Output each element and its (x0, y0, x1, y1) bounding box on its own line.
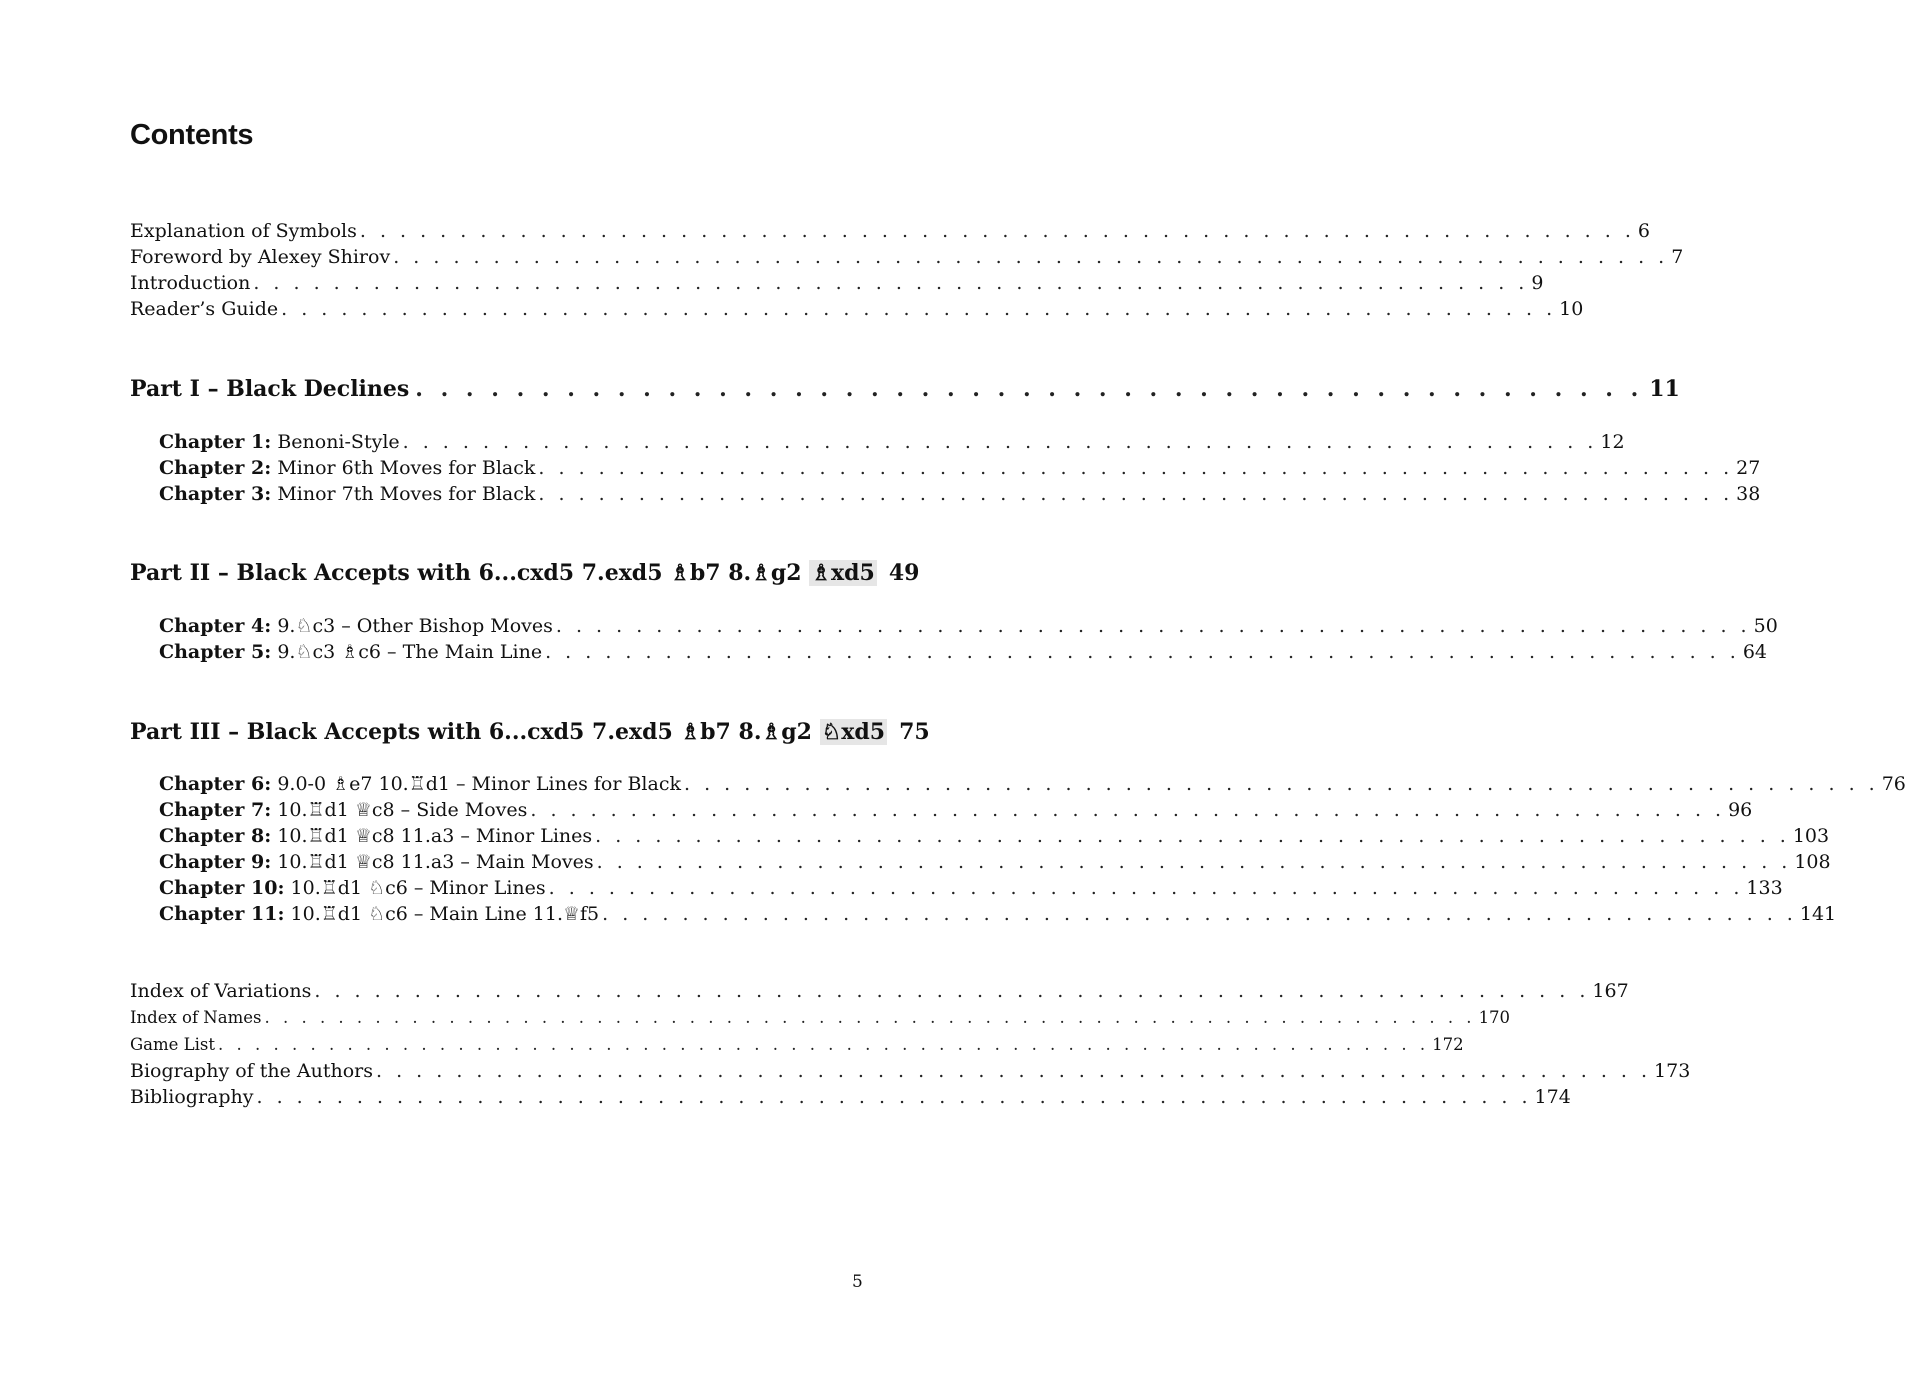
chapter-entry[interactable] (159, 429, 1625, 455)
part-title: Part III – Black Accepts with 6...cxd5 7.exd5 ♗b7 8.♗g2 (130, 719, 812, 745)
dot-leader: . . . . . . . . . . . . . . . . . . . . . . . . . . . . . . . . . . . . . . . . . . . . . . . . . . . . . . . . . . . . . . . . (253, 272, 1529, 294)
part-page: 75 (899, 719, 930, 745)
toc-entry[interactable] (130, 1005, 1511, 1031)
dot-leader: . . . . . . . . . . . . . . . . . . . . . . . . . . . . . . . . . . . . . . . . . . . . . . . . . . . . . . . . . . . . (538, 483, 1734, 505)
chapter-page: 96 (1728, 799, 1753, 821)
entry-page: 173 (1654, 1060, 1691, 1082)
chapter-label: Chapter 2: (159, 457, 272, 479)
dot-leader: . . . . . . . . . . . . . . . . . . . . . . . . . . . . . . . . . . . . . . . . . . . . . . . . . . . . . . . . . . . . . . . . . . (218, 1035, 1430, 1054)
chapter-entry[interactable] (159, 455, 1761, 481)
entry-page: 170 (1478, 1008, 1511, 1027)
toc-entry[interactable] (130, 270, 1544, 296)
chapter-title: 9.♘c3 – Other Bishop Moves (277, 615, 553, 637)
entry-title: Index of Names (130, 1008, 262, 1027)
toc-entry[interactable] (130, 978, 1629, 1004)
chapter-title: 10.♖d1 ♘c6 – Main Line 11.♕f5 (290, 903, 600, 925)
chapter-title: 10.♖d1 ♕c8 11.a3 – Minor Lines (277, 825, 593, 847)
entry-page: 9 (1531, 272, 1544, 294)
chapter-title: Minor 6th Moves for Black (277, 457, 536, 479)
chapter-label: Chapter 3: (159, 483, 272, 505)
chapter-page: 103 (1792, 825, 1830, 847)
part-heading[interactable] (130, 558, 920, 588)
chapter-page: 38 (1736, 483, 1761, 505)
chapter-label: Chapter 9: (159, 851, 272, 873)
chapter-page: 12 (1600, 431, 1625, 453)
chapter-page: 108 (1794, 851, 1831, 873)
toc-entry[interactable] (130, 1032, 1464, 1058)
chapter-title: 10.♖d1 ♘c6 – Minor Lines (290, 877, 546, 899)
chapter-entry[interactable] (159, 613, 1778, 639)
chapter-entry[interactable] (159, 901, 1837, 927)
entry-page: 10 (1559, 298, 1584, 320)
dot-leader: . . . . . . . . . . . . . . . . . . . . . . . . . . . . . . . . . . . . . . . . . . . . . . . . . . . . . . . . . . . . . . . . (314, 980, 1590, 1002)
chapter-label: Chapter 1: (159, 431, 272, 453)
part-page: 11 (1649, 376, 1680, 402)
chapter-label: Chapter 5: (159, 641, 272, 663)
page-number: 5 (852, 1272, 863, 1292)
dot-leader: . . . . . . . . . . . . . . . . . . . . . . . . . . . . . . . . . . . . . . . . . . . . . . . . . . . . . . . . . . . . (538, 457, 1734, 479)
entry-page: 172 (1432, 1035, 1464, 1054)
chapter-entry[interactable] (159, 849, 1831, 875)
chapter-page: 27 (1736, 457, 1761, 479)
chapter-title: 10.♖d1 ♕c8 11.a3 – Main Moves (277, 851, 594, 873)
chapter-page: 76 (1881, 773, 1906, 795)
dot-leader: . . . . . . . . . . . . . . . . . . . . . . . . . . . . . . . . . . . . . . . . . . . . . . . . . . . . . . . . . . . . . . . . (359, 220, 1635, 242)
dot-leader: . . . . . . . . . . . . . . . . . . . . . . . . . . . . . . . . . . . . . . . . . . . . . . . . . . . . . . . . . . . . (555, 615, 1751, 637)
dot-leader: . . . . . . . . . . . . . . . . . . . . . . . . . . . . . . . . . . . . . . . . . . . . . . . . . . . . . . . . . . . . (530, 799, 1726, 821)
entry-title: Bibliography (130, 1086, 254, 1108)
chapter-title: Benoni-Style (277, 431, 400, 453)
chapter-entry[interactable] (159, 639, 1767, 665)
entry-page: 7 (1671, 246, 1684, 268)
dot-leader: . . . . . . . . . . . . . . . . . . . . . . . . . . . . . . . . . . . . . . . . . . . . . . . . . . . . . . . . . . . . . . . . (281, 298, 1557, 320)
chapter-label: Chapter 8: (159, 825, 272, 847)
part-title-highlight: ♗xd5 (811, 560, 875, 586)
entry-title: Index of Variations (130, 980, 312, 1002)
toc-entry[interactable] (130, 296, 1584, 322)
part-title: Part I – Black Declines (130, 376, 410, 402)
chapter-page: 50 (1753, 615, 1778, 637)
entry-title: Biography of the Authors (130, 1060, 373, 1082)
chapter-entry[interactable] (159, 875, 1783, 901)
chapter-title: 10.♖d1 ♕c8 – Side Moves (277, 799, 528, 821)
entry-title: Explanation of Symbols (130, 220, 357, 242)
toc-entry[interactable] (130, 244, 1684, 270)
dot-leader: . . . . . . . . . . . . . . . . . . . . . . . . . . . . . . . . . . . . . . . . . . . . . . . . . . . . . . . . . . . . (545, 641, 1740, 663)
dot-leader: . . . . . . . . . . . . . . . . . . . . . . . . . . . . . . . . . . . . . . . . . . . . . . . . . . . . . . . . . . . . (602, 903, 1797, 925)
dot-leader: . . . . . . . . . . . . . . . . . . . . . . . . . . . . . . . . . . . . . . . . . . . . . . . . . (415, 376, 1644, 402)
chapter-label: Chapter 7: (159, 799, 272, 821)
chapter-label: Chapter 6: (159, 773, 272, 795)
toc-entry[interactable] (130, 218, 1650, 244)
part-heading[interactable] (130, 717, 930, 747)
chapter-page: 64 (1742, 641, 1767, 663)
chapter-entry[interactable] (159, 797, 1753, 823)
part-page: 49 (888, 560, 920, 586)
chapter-label: Chapter 11: (159, 903, 285, 925)
dot-leader: . . . . . . . . . . . . . . . . . . . . . . . . . . . . . . . . . . . . . . . . . . . . . . . . . . . . . . . . . . . . . . . . (393, 246, 1669, 268)
chapter-entry[interactable] (159, 823, 1830, 849)
chapter-page: 133 (1746, 877, 1783, 899)
dot-leader: . . . . . . . . . . . . . . . . . . . . . . . . . . . . . . . . . . . . . . . . . . . . . . . . . . . . . . . . . . . . (683, 773, 1879, 795)
entry-page: 174 (1534, 1086, 1571, 1108)
toc-entry[interactable] (130, 1058, 1691, 1084)
chapter-label: Chapter 4: (159, 615, 272, 637)
dot-leader: . . . . . . . . . . . . . . . . . . . . . . . . . . . . . . . . . . . . . . . . . . . . . . . . . . . . . . . . . . . . . . . . (376, 1060, 1652, 1082)
entry-title: Introduction (130, 272, 251, 294)
chapter-title: 9.♘c3 ♗c6 – The Main Line (277, 641, 543, 663)
toc-entry[interactable] (130, 1084, 1571, 1110)
dot-leader: . . . . . . . . . . . . . . . . . . . . . . . . . . . . . . . . . . . . . . . . . . . . . . . . . . . . . . . . . . . . (595, 825, 1790, 847)
part-title: Part II – Black Accepts with 6...cxd5 7.exd5 ♗b7 8.♗g2 (130, 560, 802, 586)
entry-page: 167 (1592, 980, 1629, 1002)
part-heading[interactable] (130, 374, 1680, 404)
chapter-entry[interactable] (159, 481, 1761, 507)
entry-title: Foreword by Alexey Shirov (130, 246, 391, 268)
dot-leader: . . . . . . . . . . . . . . . . . . . . . . . . . . . . . . . . . . . . . . . . . . . . . . . . . . . . . . . . . . . . . . . . (256, 1086, 1532, 1108)
dot-leader: . . . . . . . . . . . . . . . . . . . . . . . . . . . . . . . . . . . . . . . . . . . . . . . . . . . . . . . . . . . . . . . . . . (264, 1008, 1476, 1027)
entry-title: Reader’s Guide (130, 298, 279, 320)
dot-leader: . . . . . . . . . . . . . . . . . . . . . . . . . . . . . . . . . . . . . . . . . . . . . . . . . . . . . . . . . . . . (402, 431, 1598, 453)
part-title-highlight: ♘xd5 (821, 719, 886, 745)
chapter-label: Chapter 10: (159, 877, 285, 899)
dot-leader: . . . . . . . . . . . . . . . . . . . . . . . . . . . . . . . . . . . . . . . . . . . . . . . . . . . . . . . . . . . . (548, 877, 1744, 899)
chapter-entry[interactable] (159, 771, 1906, 797)
page-title: Contents (130, 119, 254, 151)
chapter-title: Minor 7th Moves for Black (277, 483, 536, 505)
chapter-page: 141 (1799, 903, 1837, 925)
entry-page: 6 (1637, 220, 1650, 242)
chapter-title: 9.0-0 ♗e7 10.♖d1 – Minor Lines for Black (277, 773, 681, 795)
dot-leader: . . . . . . . . . . . . . . . . . . . . . . . . . . . . . . . . . . . . . . . . . . . . . . . . . . . . . . . . . . . . (596, 851, 1792, 873)
entry-title: Game List (130, 1035, 216, 1054)
